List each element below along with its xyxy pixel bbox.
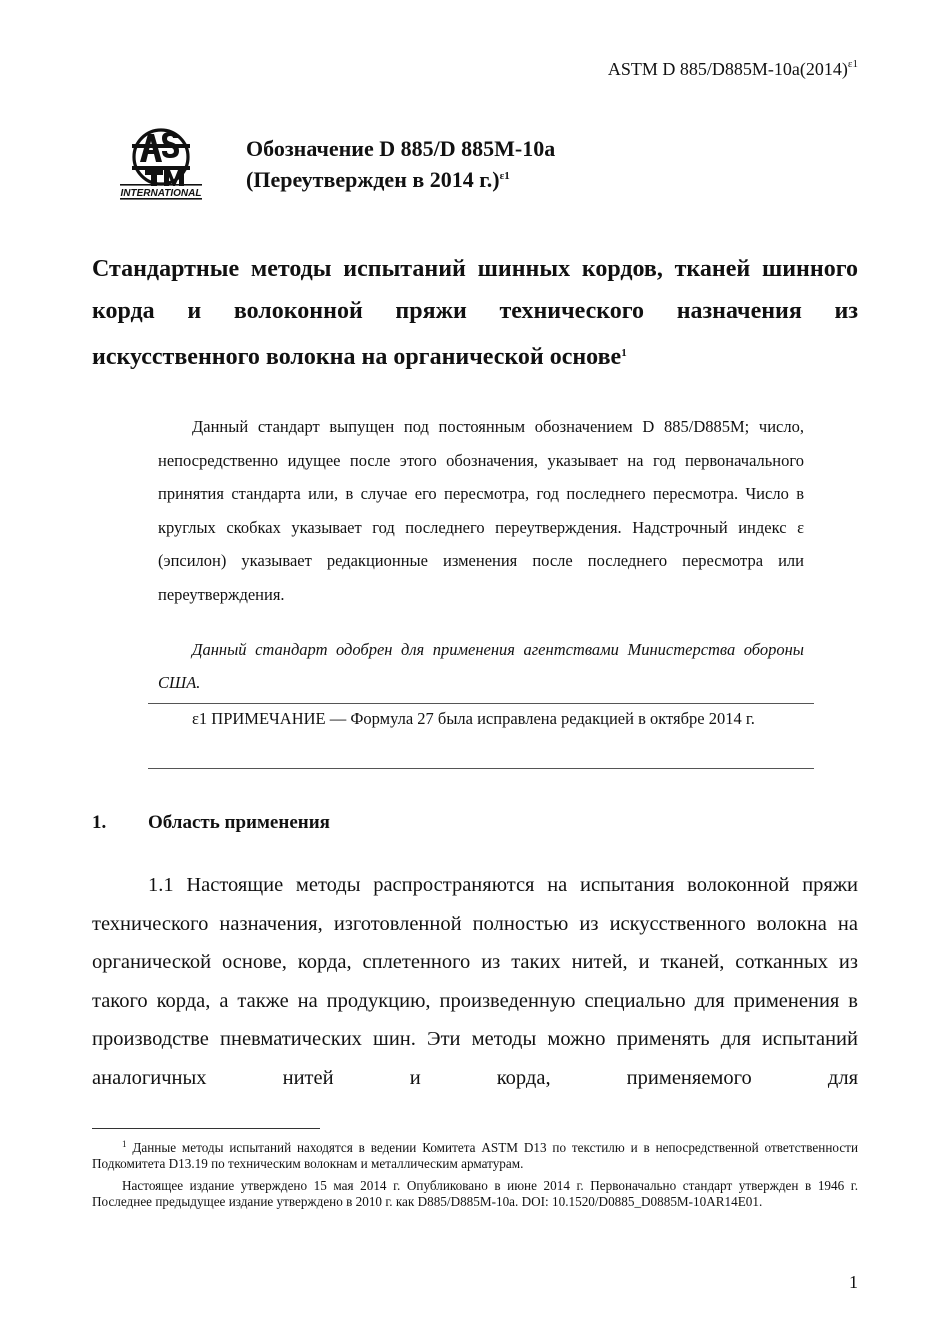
logo-caption: INTERNATIONAL xyxy=(120,188,202,199)
dod-approval-notice: Данный стандарт одобрен для применения агентствами Министерства обороны США. xyxy=(158,640,804,692)
page-number: 1 xyxy=(849,1272,858,1292)
document-code xyxy=(608,58,858,80)
reapproval-line xyxy=(246,167,510,193)
section-number: 1. xyxy=(92,812,107,833)
designation-line: Обозначение D 885/D 885M-10a xyxy=(246,136,556,161)
paragraph-1-1: 1.1 Настоящие методы распространяются на испытания волоконной пряжи технического назначения, изготовленной полностью из искусственного волокна на органической основе, корда, сплетенного из таких нитей, и тканей, сотканных из такого корда, а также на продукцию, произведенную специально для применения в производстве пневматических шин. Эти методы можно применять для испытаний аналогичных нитей и корда, применяемого для xyxy=(92,874,858,1089)
footnote-1-marker: 1 xyxy=(122,1139,127,1149)
astm-logo xyxy=(118,126,204,202)
editorial-note: ε1 ПРИМЕЧАНИЕ — Формула 27 была исправлена редакцией в октябре 2014 г. xyxy=(192,709,755,728)
astm-logo-icon xyxy=(118,126,204,202)
footnote-divider xyxy=(92,1128,320,1129)
designation-explanation: Данный стандарт выпущен под постоянным обозначением D 885/D885M; число, непосредственно идущее после этого обозначения, указывает на год первоначального принятия стандарта или, в случае его пересмотра, год последнего пересмотра. Число в круглых скобках указывает год последнего переутверждения. Надстрочный индекс ε (эпсилон) указывает редакционные изменения после последнего пересмотра или переутверждения. xyxy=(158,417,804,604)
section-title: Область применения xyxy=(148,812,330,833)
document-code-sup: ε1 xyxy=(847,58,858,70)
footnote-2: Настоящее издание утверждено 15 мая 2014 г. Опубликовано в июне 2014 г. Первоначально стандарт утвержден в 1946 г. Последнее предыдущее издание утверждено в 2010 г. как D885/D885M-10a. DOI: 10.1520/D0885_D0885M-10AR14E01. xyxy=(92,1178,858,1209)
note-bottom-divider xyxy=(148,768,814,769)
reapproval-sup: ε1 xyxy=(499,170,510,182)
footnote-1-text: Данные методы испытаний находятся в ведении Комитета ASTM D13 по текстилю и в непосредственной ответственности Подкомитета D13.19 по техническим волокнам и металлическим арматурам. xyxy=(92,1140,858,1171)
main-title-text: Стандартные методы испытаний шинных кордов, тканей шинного корда и волоконной пряжи технического назначения из искусственного волокна на органической основе xyxy=(92,256,858,370)
footnote-1 xyxy=(92,1136,858,1172)
main-title-footnote-ref: 1 xyxy=(621,347,627,359)
reapproval-text: (Переутвержден в 2014 г.) xyxy=(246,167,500,192)
document-code-text: ASTM D 885/D885M-10a(2014) xyxy=(607,59,848,79)
main-title xyxy=(92,248,858,378)
